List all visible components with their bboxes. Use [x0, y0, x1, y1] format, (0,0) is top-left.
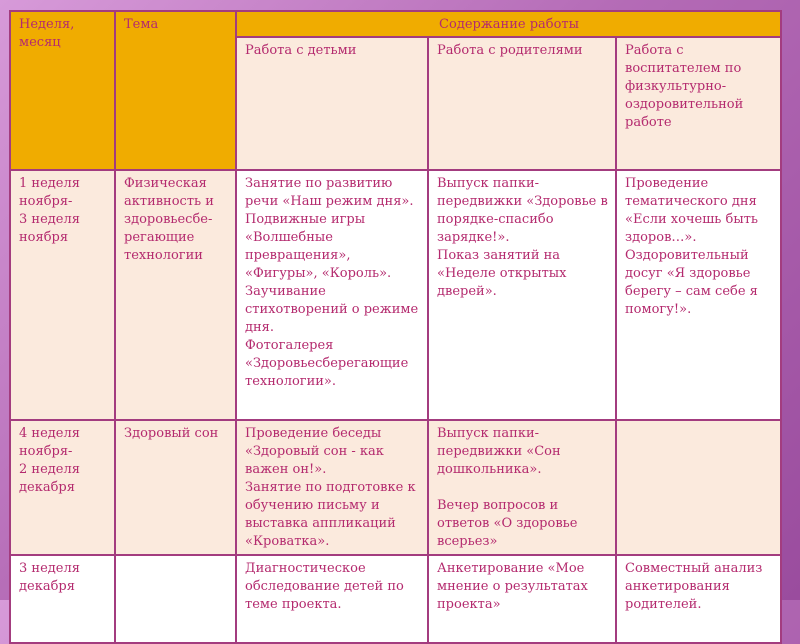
header-week-month: Неделя, месяц	[10, 11, 115, 170]
header-row	[10, 11, 781, 37]
cell-week: 1 неделя ноября- 3 неделя ноября	[10, 170, 115, 420]
cell-topic: Физическая активность и здоровьесбе-регающие технологии	[115, 170, 236, 420]
subheader-instructor: Работа с воспитателем по физкультурно-оздоровительной работе	[616, 37, 781, 170]
cell-children: Проведение беседы «Здоровый сон - как важен он!». Занятие по подготовке к обучению письму и выставка аппликаций «Кроватка».	[236, 420, 428, 555]
cell-parents: Выпуск папки-передвижки «Здоровье в порядке-спасибо зарядке!». Показ занятий на «Неделе открытых дверей».	[428, 170, 616, 420]
header-topic: Тема	[115, 11, 236, 170]
header-work-content: Содержание работы	[236, 11, 781, 37]
subheader-parents: Работа с родителями	[428, 37, 616, 170]
subheader-children: Работа с детьми	[236, 37, 428, 170]
schedule-table-wrapper	[9, 10, 779, 612]
schedule-table	[9, 10, 782, 644]
cell-topic	[115, 555, 236, 643]
cell-children: Занятие по развитию речи «Наш режим дня». Подвижные игры «Волшебные превращения», «Фигуры», «Король». Заучивание стихотворений о режиме дня. Фотогалерея «Здоровьесберегающие технологии».	[236, 170, 428, 420]
table-row	[10, 170, 781, 420]
table-row	[10, 555, 781, 643]
cell-parents: Выпуск папки-передвижки «Сон дошкольника». Вечер вопросов и ответов «О здоровье всерьез»	[428, 420, 616, 555]
cell-week: 3 неделя декабря	[10, 555, 115, 643]
cell-instructor: Совместный анализ анкетирования родителей.	[616, 555, 781, 643]
cell-instructor: Проведение тематического дня «Если хочешь быть здоров…». Оздоровительный досуг «Я здоровье берегу – сам себе я помогу!».	[616, 170, 781, 420]
cell-children: Диагностическое обследование детей по теме проекта.	[236, 555, 428, 643]
cell-week: 4 неделя ноября- 2 неделя декабря	[10, 420, 115, 555]
cell-topic: Здоровый сон	[115, 420, 236, 555]
cell-instructor	[616, 420, 781, 555]
cell-parents: Анкетирование «Мое мнение о результатах проекта»	[428, 555, 616, 643]
table-row	[10, 420, 781, 555]
